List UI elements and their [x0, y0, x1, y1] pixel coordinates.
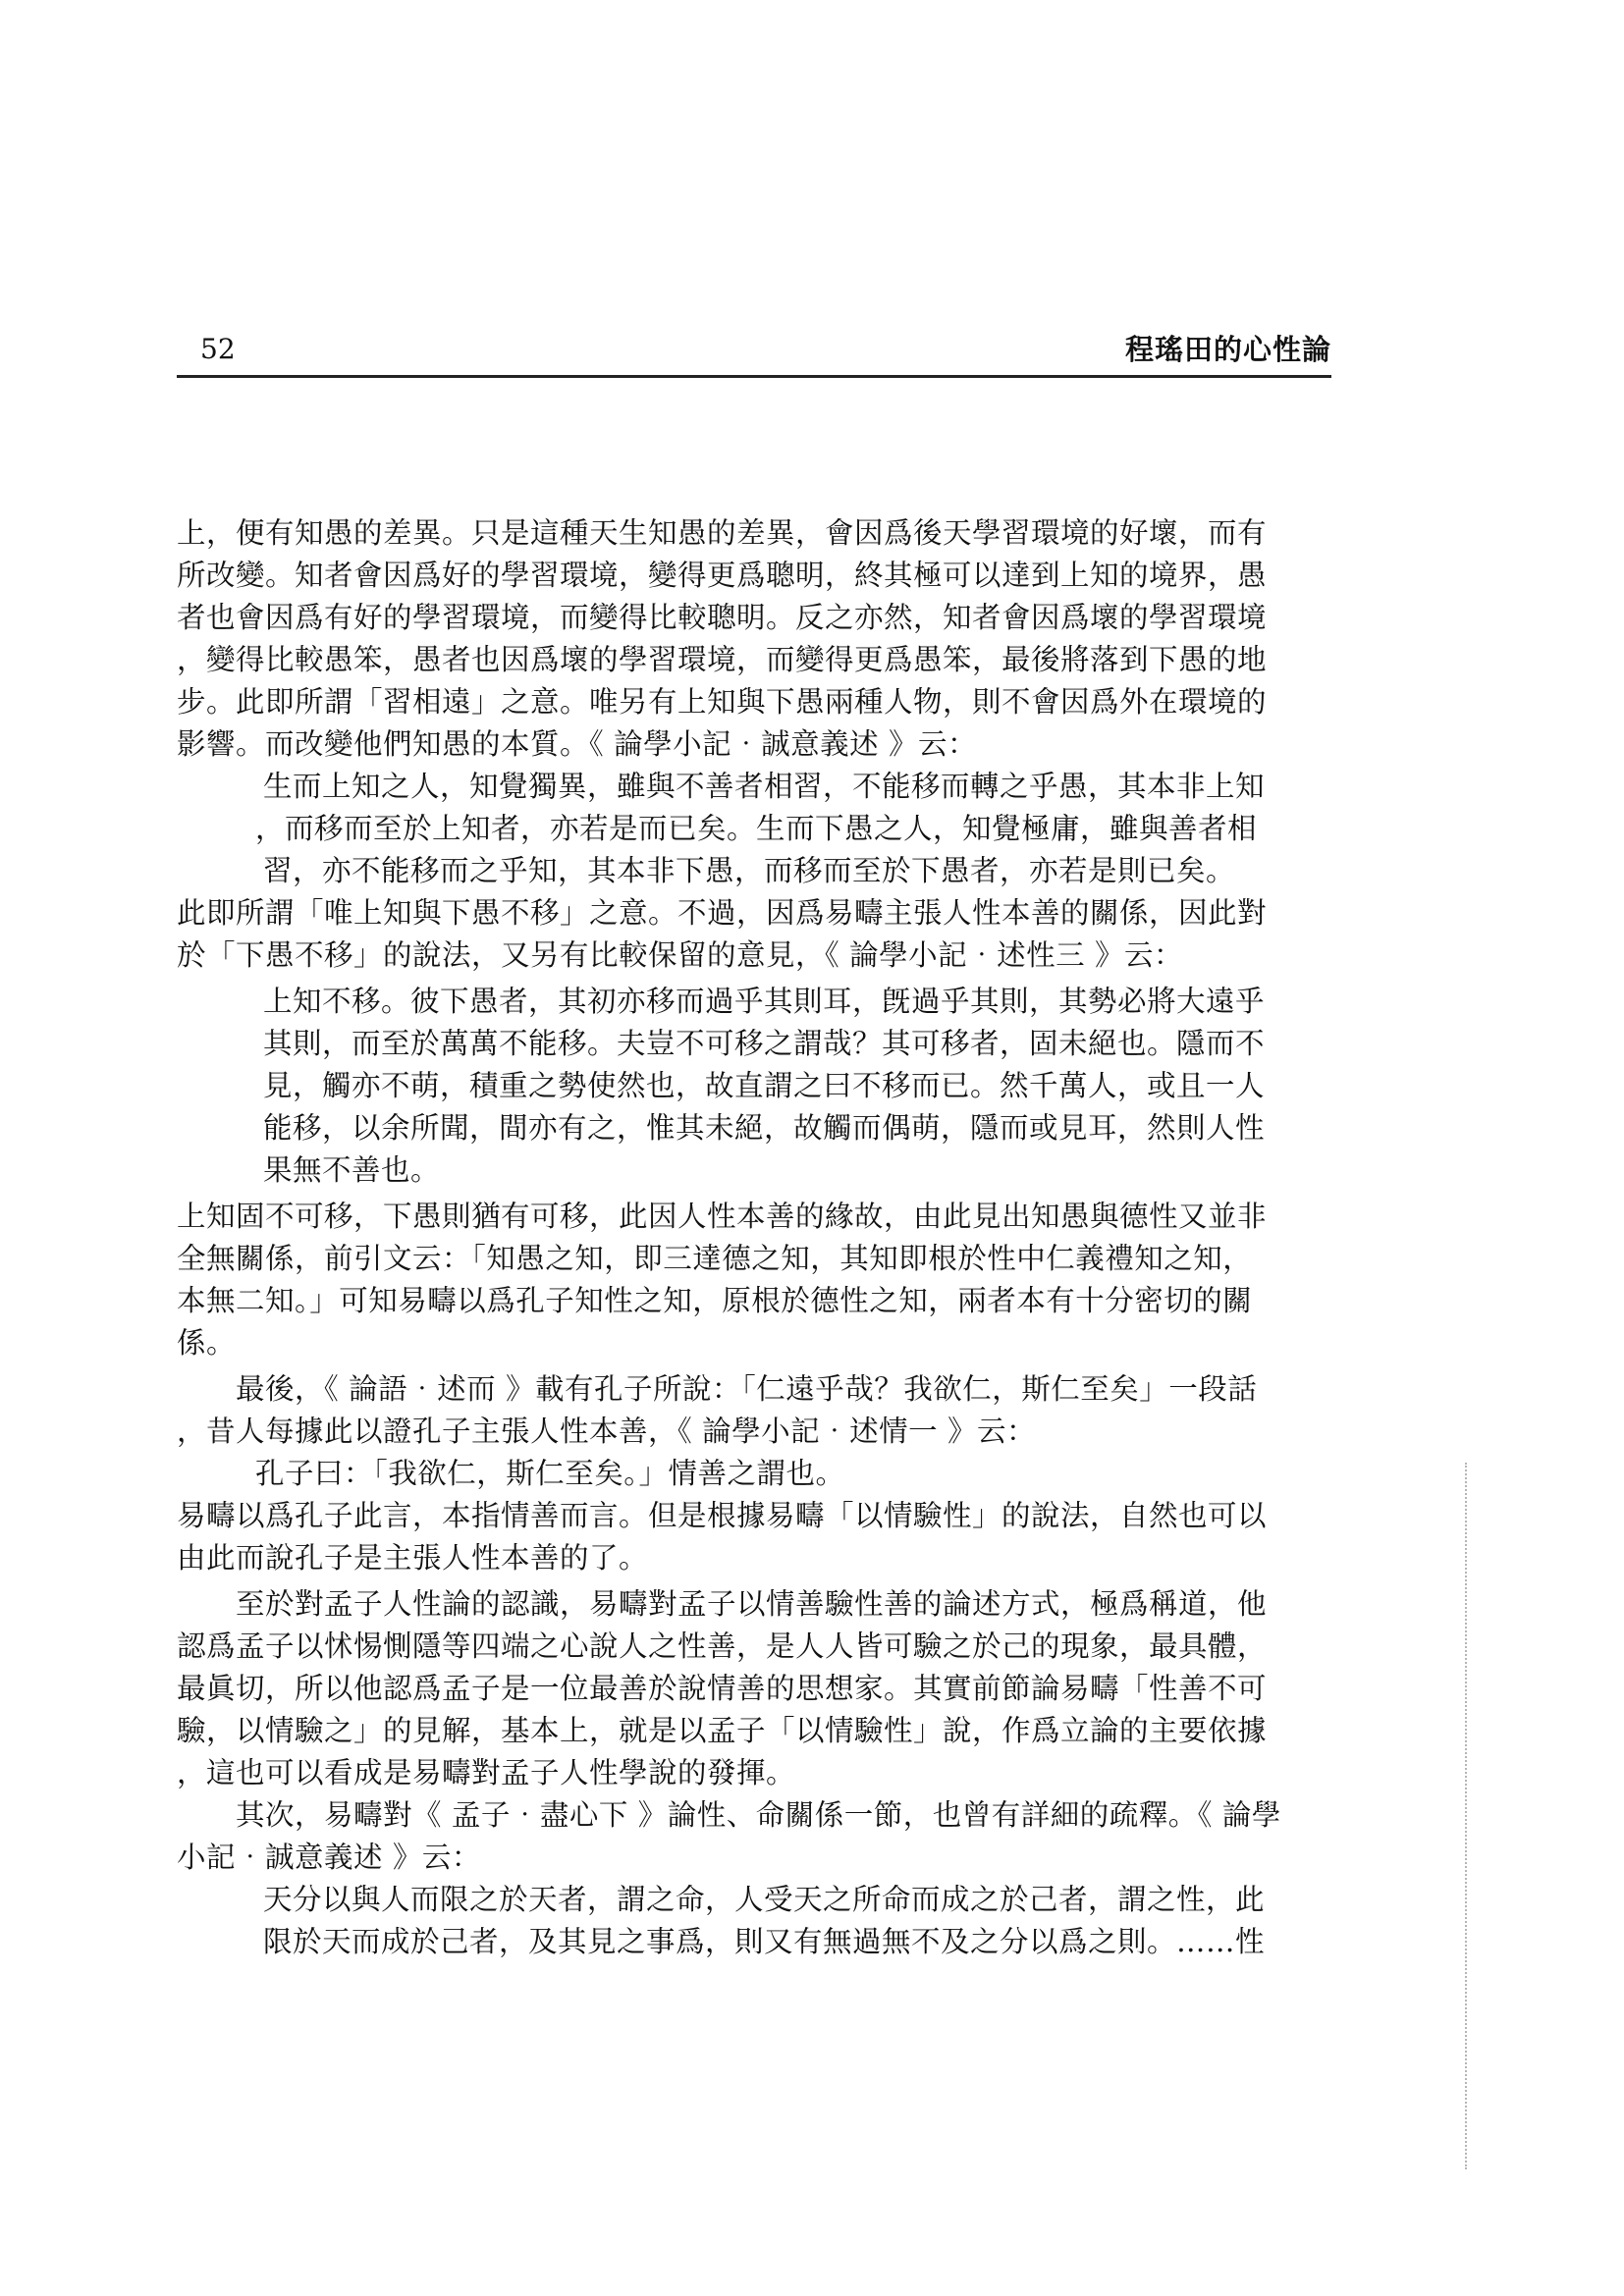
quote-line: 習，亦不能移而之乎知，其本非下愚，而移而至於下愚者，亦若是則已矣。	[263, 854, 1236, 887]
text-line: 上，便有知愚的差異。只是這種天生知愚的差異，會因爲後天學習環境的好壞，而有	[177, 516, 1268, 550]
text-line: 易疇以爲孔子此言，本指情善而言。但是根據易疇「以情驗性」的說法，自然也可以	[177, 1499, 1268, 1532]
quote-line: 其則，而至於萬萬不能移。夫豈不可移之謂哉？其可移者，固未絕也。隱而不	[263, 1027, 1266, 1060]
text-line: 本無二知。」可知易疇以爲孔子知性之知，原根於德性之知，兩者本有十分密切的關	[177, 1284, 1253, 1317]
paragraph	[177, 1583, 1267, 1794]
running-title: 程瑤田的心性論	[1124, 333, 1331, 366]
text-line: 驗，以情驗之」的見解，基本上，就是以孟子「以情驗性」說，作爲立論的主要依據	[177, 1714, 1268, 1747]
quote-line: 限於天而成於己者，及其見之事爲，則又有無過無不及之分以爲之則。……性	[263, 1925, 1266, 1958]
paragraph	[177, 892, 1267, 977]
page-number: 52	[200, 333, 236, 365]
text-line: ，變得比較愚笨，愚者也因爲壞的學習環境，而變得更爲愚笨，最後將落到下愚的地	[177, 643, 1268, 676]
paragraph	[177, 1368, 1267, 1453]
text-line: 步。此即所謂「習相遠」之意。唯另有上知與下愚兩種人物，則不會因爲外在環境的	[177, 685, 1268, 719]
text-line: 者也會因爲有好的學習環境，而變得比較聰明。反之亦然，知者會因爲壞的學習環境	[177, 601, 1268, 634]
text-line: 最後，《 論語‧述而 》載有孔子所說：「仁遠乎哉？我欲仁，斯仁至矣」一段話	[236, 1372, 1258, 1406]
paragraph	[177, 512, 1267, 766]
text-line: 小記‧誠意義述 》云：	[177, 1841, 481, 1874]
quote-line: 生而上知之人，知覺獨異，雖與不善者相習，不能移而轉之乎愚，其本非上知	[263, 770, 1266, 803]
text-line: 所改變。知者會因爲好的學習環境，變得更爲聰明，終其極可以達到上知的境界，愚	[177, 559, 1268, 592]
scan-margin-line	[1465, 1463, 1467, 2169]
paragraph	[177, 1495, 1267, 1579]
quote-line: 能移，以余所聞，間亦有之，惟其未絕，故觸而偶萌，隱而或見耳，然則人性	[263, 1111, 1266, 1145]
text-line: 於「下愚不移」的說法，又另有比較保留的意見，《 論學小記‧述性三 》云：	[177, 938, 1184, 972]
text-line: ，這也可以看成是易疇對孟子人性學說的發揮。	[177, 1756, 796, 1789]
text-line: 至於對孟子人性論的認識，易疇對孟子以情善驗性善的論述方式，極爲稱道，他	[236, 1587, 1268, 1621]
text-line: 上知固不可移，下愚則猶有可移，此因人性本善的緣故，由此見出知愚與德性又並非	[177, 1200, 1268, 1233]
paragraph	[177, 1794, 1281, 1879]
text-line: 全無關係，前引文云：「知愚之知，即三達德之知，其知即根於性中仁義禮知之知，	[177, 1242, 1253, 1275]
block-quote	[177, 1879, 1267, 1963]
text-line: 影響。而改變他們知愚的本質。《 論學小記‧誠意義述 》云：	[177, 727, 978, 761]
text-line: 最眞切，所以他認爲孟子是一位最善於說情善的思想家。其實前節論易疇「性善不可	[177, 1672, 1268, 1705]
text-line: 此即所謂「唯上知與下愚不移」之意。不過，因爲易疇主張人性本善的關係，因此對	[177, 896, 1268, 930]
text-line: ，昔人每據此以證孔子主張人性本善，《 論學小記‧述情一 》云：	[177, 1415, 1037, 1448]
block-quote	[177, 766, 1267, 892]
quote-line: ，而移而至於上知者，亦若是而已矣。生而下愚之人，知覺極庸，雖與善者相	[255, 812, 1258, 845]
text-line: 係。	[177, 1326, 237, 1360]
text-line: 認爲孟子以怵惕惻隱等四端之心說人之性善，是人人皆可驗之於己的現象，最具體，	[177, 1629, 1268, 1663]
page-header	[177, 330, 1331, 377]
quote-line: 見，觸亦不萌，積重之勢使然也，故直謂之曰不移而已。然千萬人，或且一人	[263, 1069, 1266, 1102]
header-rule	[177, 375, 1331, 378]
quote-line: 天分以與人而限之於天者，謂之命，人受天之所命而成之於己者，謂之性，此	[263, 1883, 1266, 1916]
block-quote	[177, 1453, 1267, 1495]
quote-line: 孔子曰：「我欲仁，斯仁至矣。」情善之謂也。	[255, 1457, 845, 1490]
quote-line: 果無不善也。	[263, 1153, 441, 1187]
paragraph	[177, 1196, 1267, 1364]
page-body	[177, 512, 1281, 1963]
text-line: 由此而說孔子是主張人性本善的了。	[177, 1541, 649, 1575]
text-line: 其次，易疇對《 孟子‧盡心下 》論性、命關係一節，也曾有詳細的疏釋。《 論學	[236, 1798, 1281, 1832]
quote-line: 上知不移。彼下愚者，其初亦移而過乎其則耳，旣過乎其則，其勢必將大遠乎	[263, 985, 1266, 1018]
block-quote	[177, 981, 1267, 1192]
